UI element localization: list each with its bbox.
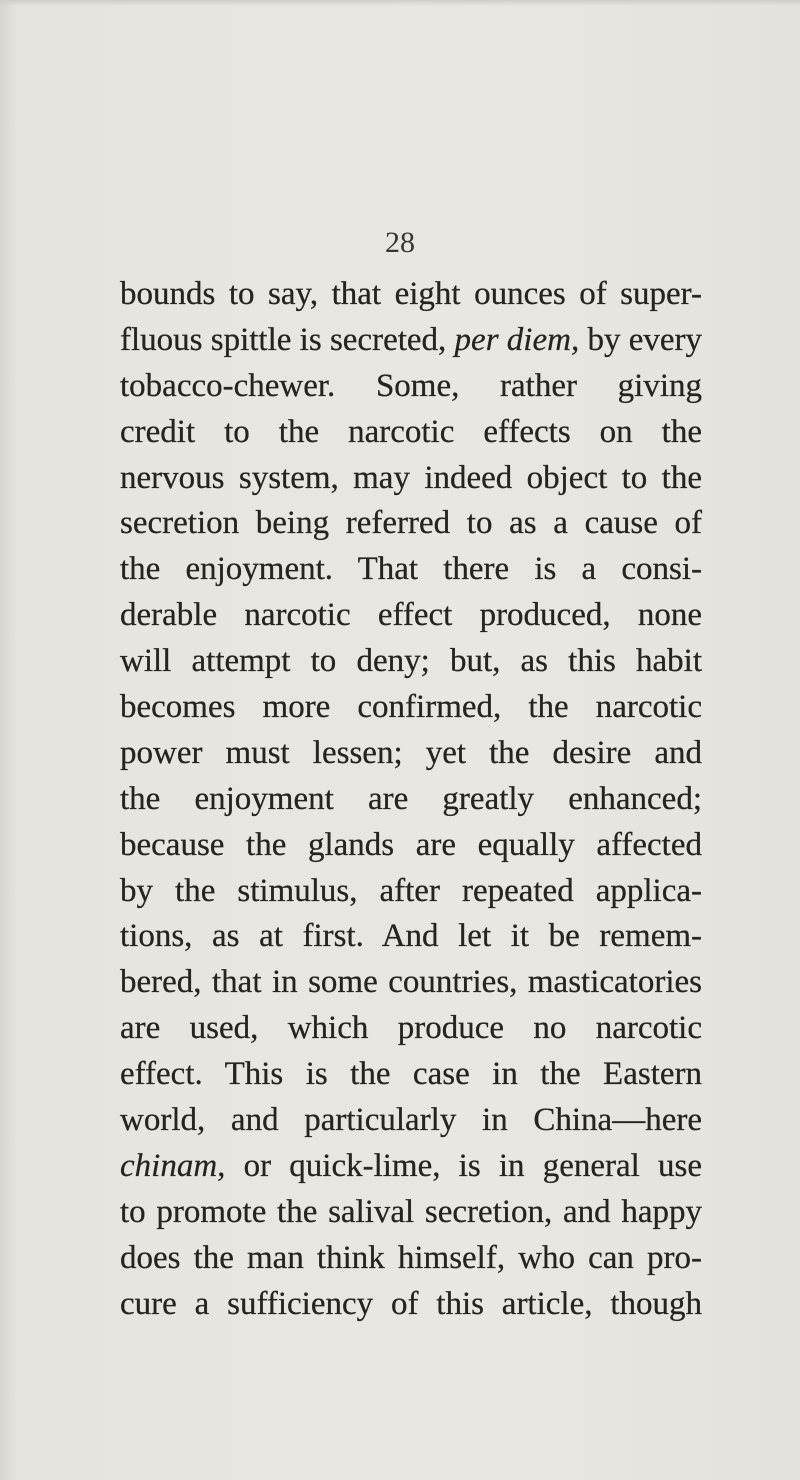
text-line	[120, 731, 702, 777]
text-line	[120, 456, 702, 502]
text-line	[120, 869, 702, 915]
page-number: 28	[385, 226, 415, 259]
text-segment: becomes more confirmed, the narcotic	[120, 689, 702, 726]
text-line	[120, 639, 702, 685]
text-line	[120, 593, 702, 639]
text-line	[120, 914, 702, 960]
text-segment: the enjoyment are greatly enhanced;	[120, 780, 702, 817]
text-line	[120, 1236, 702, 1282]
text-segment: will attempt to deny; but, as this habit	[120, 643, 702, 680]
text-line	[120, 1052, 702, 1098]
text-segment: tobacco-chewer. Some, rather giving	[120, 367, 702, 404]
text-segment: by every	[579, 321, 702, 358]
text-line	[120, 410, 702, 456]
text-segment: the enjoyment. That there is a consi-	[120, 551, 702, 588]
text-line	[120, 1144, 702, 1190]
text-segment: tions, as at first. And let it be remem-	[120, 918, 702, 955]
text-line	[120, 1006, 702, 1052]
text-segment: are used, which produce no narcotic	[120, 1010, 702, 1047]
text-segment: secretion being referred to as a cause of	[120, 505, 702, 542]
text-segment: nervous system, may indeed object to the	[120, 459, 702, 496]
text-segment: credit to the narcotic effects on the	[120, 413, 702, 450]
text-line	[120, 1098, 702, 1144]
text-segment: or quick-lime, is in general use	[225, 1147, 702, 1184]
text-line	[120, 272, 702, 318]
text-segment: bered, that in some countries, masticatories	[120, 964, 702, 1001]
text-segment: does the man think himself, who can pro-	[120, 1239, 702, 1276]
text-segment: world, and particularly in China—here	[120, 1102, 702, 1139]
text-line	[120, 547, 702, 593]
text-line	[120, 777, 702, 823]
text-line	[120, 1190, 702, 1236]
body-text	[120, 272, 702, 1327]
text-segment: power must lessen; yet the desire and	[120, 734, 702, 771]
text-segment: bounds to say, that eight ounces of super-	[120, 276, 702, 312]
text-line	[120, 960, 702, 1006]
text-line	[120, 685, 702, 731]
page-edge-shadow	[0, 0, 800, 6]
text-line	[120, 364, 702, 410]
italic-phrase: per diem,	[454, 321, 580, 358]
text-line	[120, 1282, 702, 1328]
text-segment: derable narcotic effect produced, none	[120, 597, 702, 634]
text-segment: effect. This is the case in the Eastern	[120, 1056, 702, 1093]
text-segment: cure a sufficiency of this article, though	[120, 1285, 702, 1322]
text-line	[120, 823, 702, 869]
text-line	[120, 318, 702, 364]
text-segment: by the stimulus, after repeated applica-	[120, 872, 702, 909]
text-segment: to promote the salival secretion, and happy	[120, 1193, 702, 1230]
italic-phrase: chinam,	[120, 1147, 226, 1184]
text-segment: fluous spittle is secreted,	[120, 321, 455, 358]
text-line	[120, 501, 702, 547]
text-segment: because the glands are equally affected	[120, 826, 702, 863]
